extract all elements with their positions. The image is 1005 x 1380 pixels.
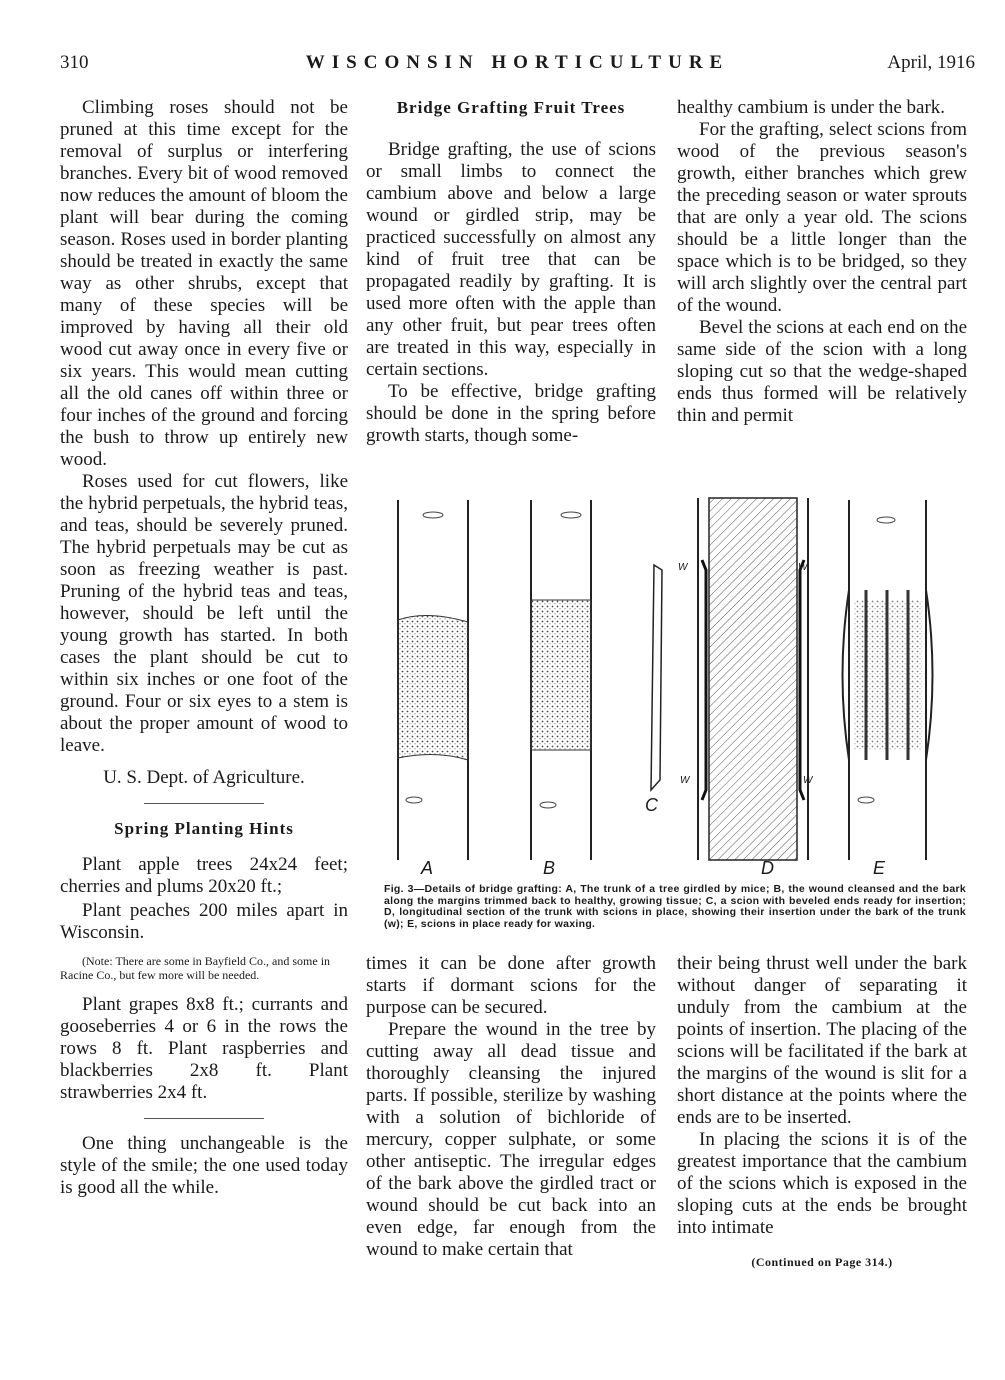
figure-w-label-1: W [678, 562, 688, 573]
paragraph-bridge-grafting-intro: Bridge grafting, the use of scions or small limbs to connect the cambium above and below a large wound or girdled strip, may be practiced successfully on almost any kind of fruit tree that can be propagated readily by grafting. It is used more often with the apple than any other fruit, but pear trees often are treated in this way, especially in certain sections. [366, 139, 656, 380]
page-number: 310 [60, 52, 89, 73]
divider-rule [144, 803, 264, 804]
column-right-top [677, 97, 967, 427]
figure-label-a: A [421, 858, 434, 878]
paragraph-bevel-scions: Bevel the scions at each end on the same side of the scion with a long sloping cut so that the wedge-shaped ends thus formed will be relatively thin and permit [677, 317, 967, 426]
paragraph-smile: One thing unchangeable is the style of the smile; the one used today is good all the while. [60, 1133, 348, 1198]
paragraph-apple-trees: Plant apple trees 24x24 feet; cherries and plums 20x20 ft.; [60, 854, 348, 897]
paragraph-cut-flower-roses: Roses used for cut flowers, like the hybrid perpetuals, the hybrid teas, and teas, should be severely pruned. The hybrid perpetuals may be cut as soon as freezing weather is past. Pruning of the hybrid teas and teas, however, should be left until the young growth has started. In both cases the plant should be cut to within six inches or one foot of the ground. Four or six eyes to a stem is about the proper amount of wood to leave. [60, 471, 348, 756]
trunk-b-drawing [531, 500, 591, 860]
page-header [60, 52, 975, 82]
paragraph-to-be-effective: To be effective, bridge grafting should be done in the spring before growth starts, though some- [366, 381, 656, 446]
divider-rule-2 [144, 1118, 264, 1119]
issue-date: April, 1916 [887, 52, 975, 73]
figure-caption: Fig. 3—Details of bridge grafting: A, The trunk of a tree girdled by mice; B, the wound cleansed and the bark along the margins trimmed back to healthy, growing tissue; C, a scion with beveled ends ready for insertion; D, longitudinal section of the trunk with scions in place, showing their insertion under the bark of the trunk (w); E, scions in place ready for waxing. [384, 883, 966, 930]
figure-label-c: C [645, 795, 658, 815]
bridge-grafting-figure [366, 490, 966, 880]
column-right-bottom [677, 953, 967, 1273]
paragraph-placing-scions: In placing the scions it is of the greatest importance that the cambium of the scions which is exposed in the sloping cuts at the ends be brought into intimate [677, 1129, 967, 1238]
paragraph-prepare-wound: Prepare the wound in the tree by cutting away all dead tissue and thoroughly cleansing the injured parts. If possible, sterilize by washing with a solution of bichloride of mercury, copper sulphate, or some other antiseptic. The irregular edges of the bark above the girdled tract or wound should be cut back into an even edge, far enough from the wound to make certain that [366, 1019, 656, 1260]
paragraph-peaches: Plant peaches 200 miles apart in Wisconsin. [60, 900, 348, 943]
column-middle-top [366, 97, 656, 447]
column-middle-bottom [366, 953, 656, 1261]
paragraph-times-it-can-be-done: times it can be done after growth starts if dormant scions for the purpose can be secured. [366, 953, 656, 1018]
peach-note: (Note: There are some in Bayfield Co., and some in Racine Co., but few more will be needed. [60, 954, 331, 982]
column-left [60, 97, 348, 1199]
continued-notice: (Continued on Page 314.) [751, 1255, 893, 1269]
trunk-a-drawing [398, 500, 468, 860]
article-signature: U. S. Dept. of Agriculture. [103, 767, 305, 788]
paragraph-grapes: Plant grapes 8x8 ft.; currants and gooseberries 4 or 6 in the rows the rows 8 ft. Plant raspberries and blackberries 2x8 ft. Plant strawberries 2x4 ft. [60, 994, 348, 1103]
paragraph-select-scions: For the grafting, select scions from wood of the previous season's growth, either branches which grew the preceding season or water sprouts that are only a year old. The scions should be a little longer than the space which is to be bridged, so they will arch slightly over the central part of the wound. [677, 119, 967, 316]
figure-label-b: B [543, 858, 556, 878]
spring-planting-heading: Spring Planting Hints [114, 819, 294, 838]
figure-label-d: D [761, 858, 774, 878]
trunk-e-drawing [843, 500, 933, 860]
figure-w-label-3: W [680, 775, 690, 786]
paragraph-healthy-cambium: healthy cambium is under the bark. [677, 97, 946, 118]
figure-w-label-2: W [798, 562, 808, 573]
figure-label-e: E [873, 858, 886, 878]
journal-title: WISCONSIN HORTICULTURE [305, 52, 730, 73]
trunk-d-drawing [698, 498, 808, 860]
paragraph-climbing-roses: Climbing roses should not be pruned at this time except for the removal of surplus or interfering branches. Every bit of wood removed now reduces the amount of bloom the plant will bear during the coming season. Roses used in border planting should be treated in exactly the same way as other shrubs, except that many of these species will be improved by having all their old wood cut away once in every five or six years. This would mean cutting all the old canes off within three or four inches of the ground and forcing the bush to throw up entirely new wood. [60, 97, 348, 470]
figure-w-label-4: W [803, 775, 813, 786]
paragraph-thrust-under-bark: their being thrust well under the bark without danger of separating it unduly from the cambium at the points of insertion. The placing of the scions will be facilitated if the bark at the margins of the wound is slit for a short distance at the points where the ends are to be inserted. [677, 953, 967, 1128]
scion-c-drawing [651, 565, 662, 790]
bridge-grafting-heading: Bridge Grafting Fruit Trees [396, 98, 626, 117]
